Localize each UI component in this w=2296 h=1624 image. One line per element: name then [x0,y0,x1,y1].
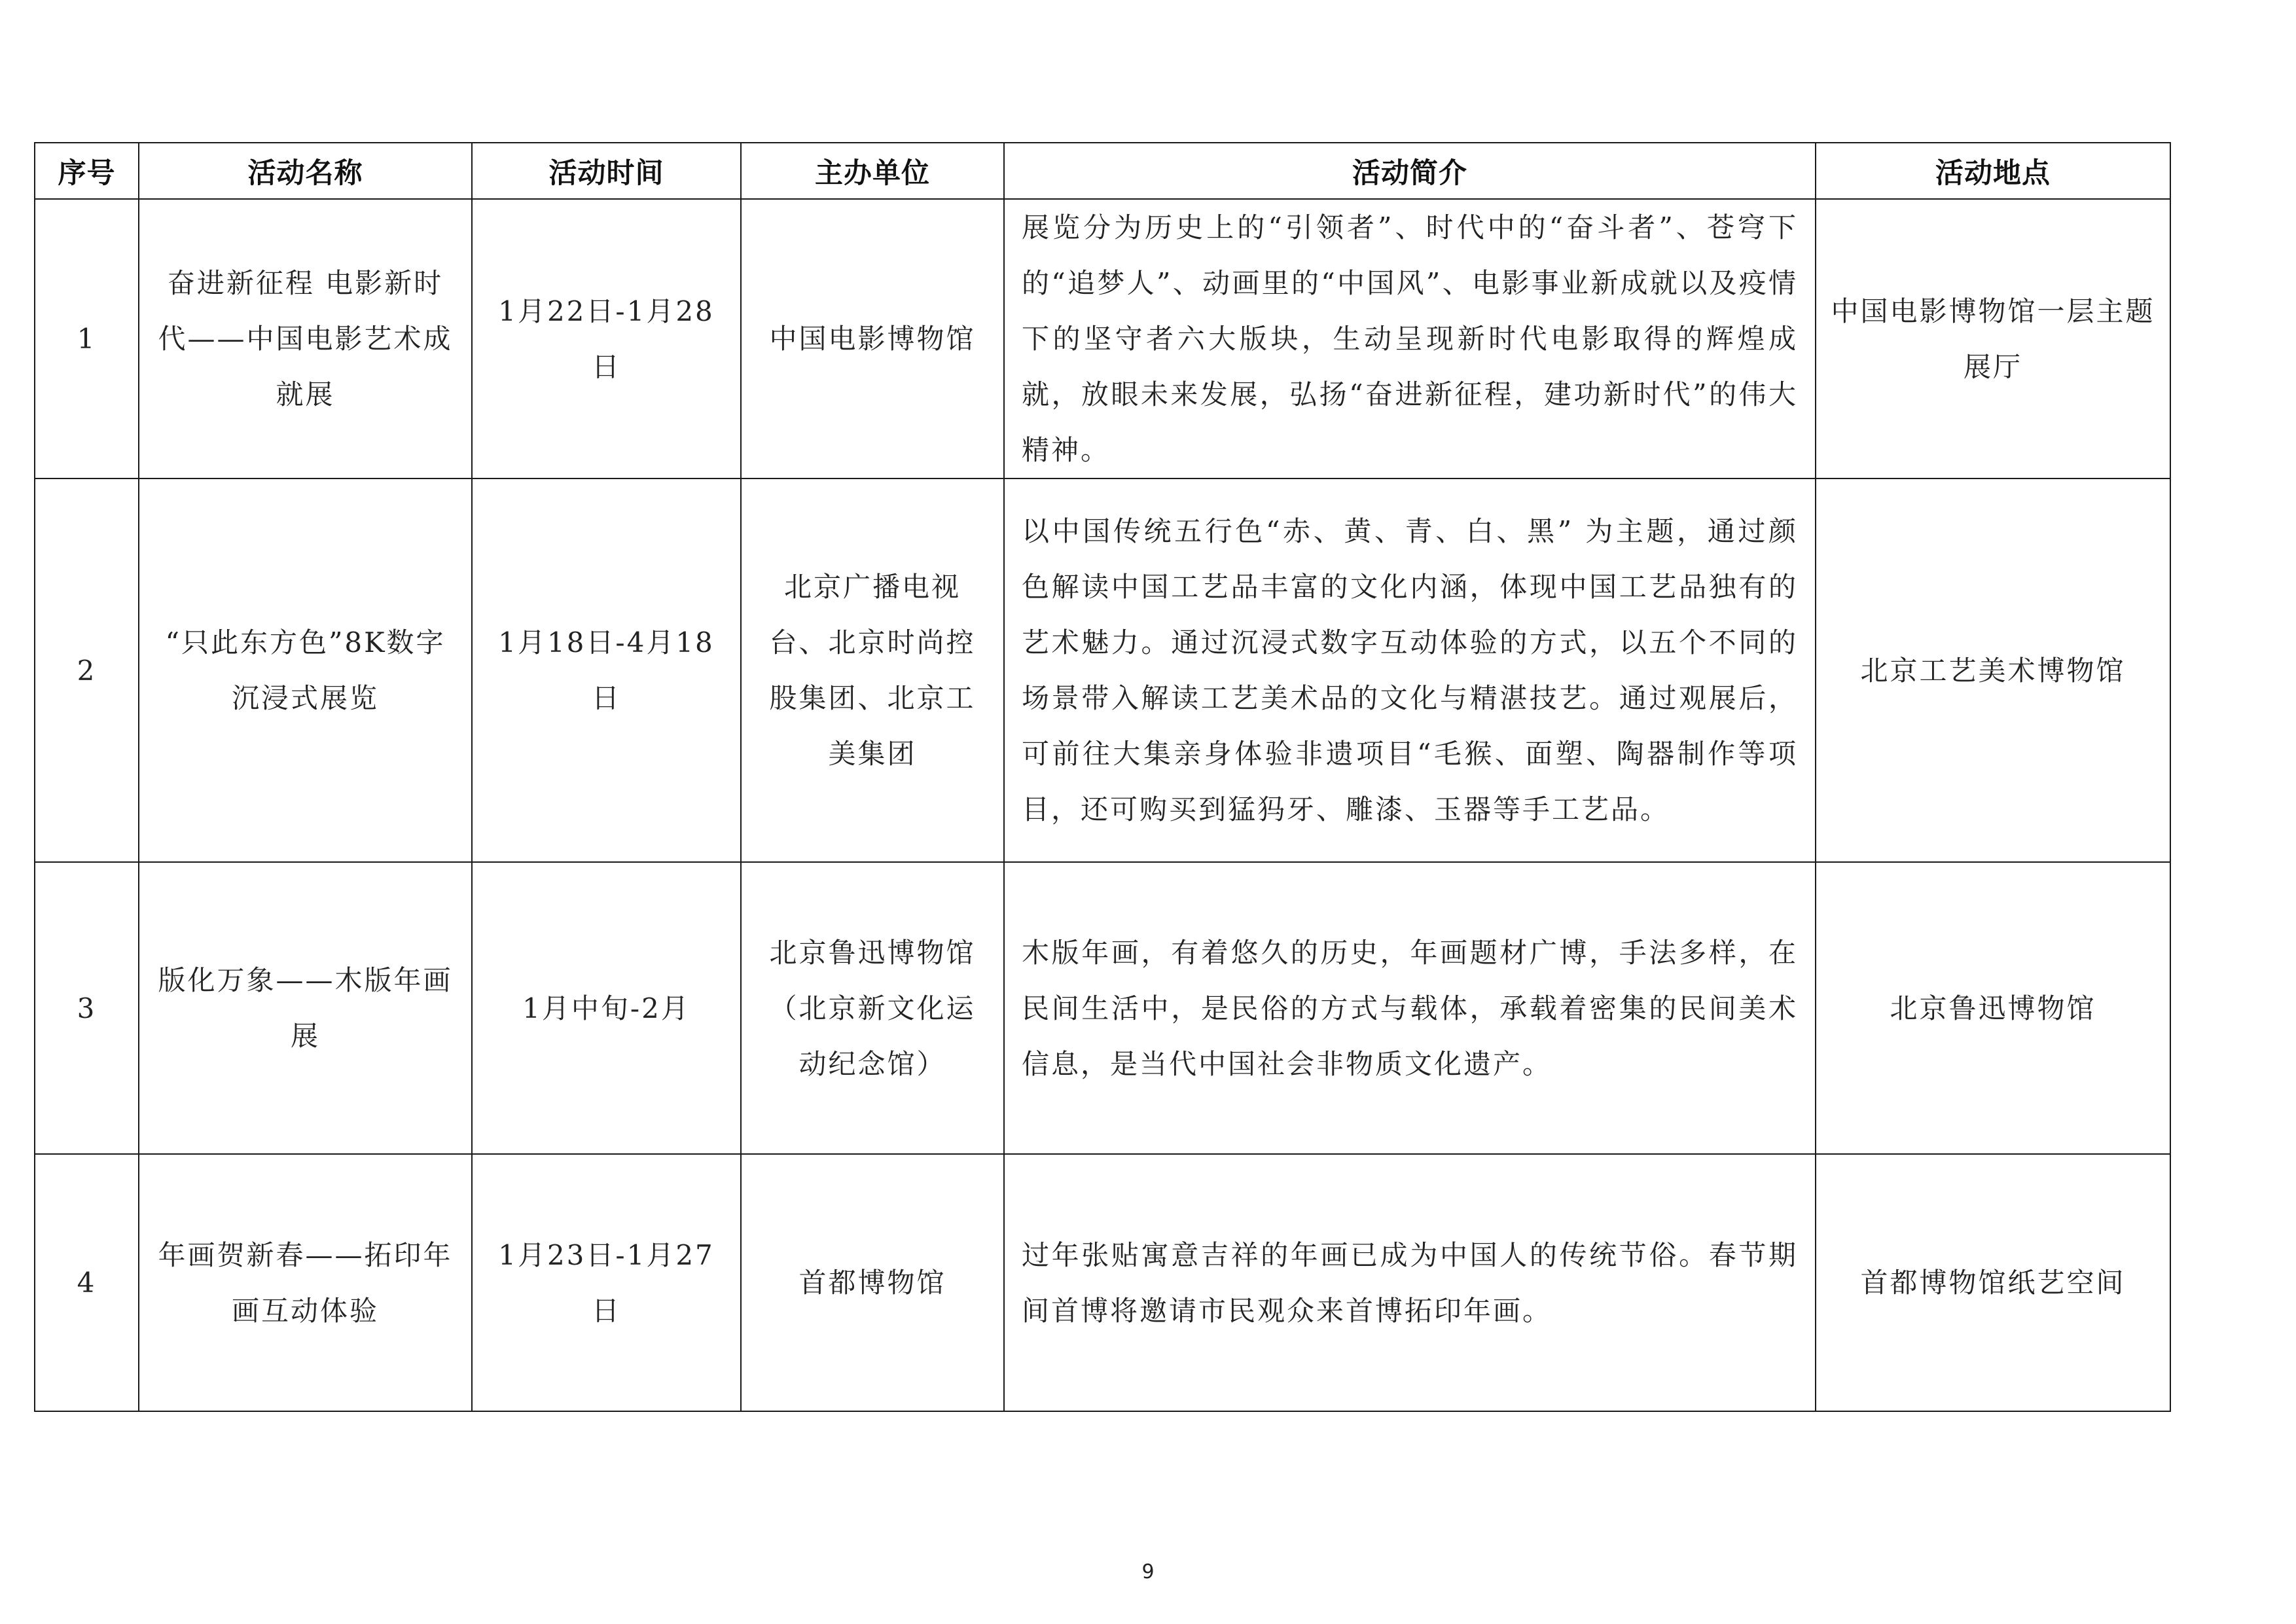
table-row [35,862,2170,1154]
header-row [35,143,2170,199]
table-header [35,143,2170,199]
header-org: 主办单位 [741,143,1004,199]
cell-num: 2 [35,478,139,862]
cell-time: 1月18日-4月18日 [472,478,741,862]
cell-name: 版化万象——木版年画展 [139,862,472,1154]
header-num: 序号 [35,143,139,199]
header-name: 活动名称 [139,143,472,199]
cell-desc: 以中国传统五行色“赤、黄、青、白、黑” 为主题，通过颜色解读中国工艺品丰富的文化内涵，体现中国工艺品独有的艺术魅力。通过沉浸式数字互动体验的方式，以五个不同的场景带入解读工艺美术品的文化与精湛技艺。通过观展后，可前往大集亲身体验非遗项目“毛猴、面塑、陶器制作等项目，还可购买到猛犸牙、雕漆、玉器等手工艺品。 [1004,478,1816,862]
cell-num: 3 [35,862,139,1154]
header-time: 活动时间 [472,143,741,199]
cell-org: 北京鲁迅博物馆（北京新文化运动纪念馆） [741,862,1004,1154]
table-row [35,1154,2170,1411]
header-desc: 活动简介 [1004,143,1816,199]
cell-org: 北京广播电视台、北京时尚控股集团、北京工美集团 [741,478,1004,862]
cell-time: 1月22日-1月28日 [472,199,741,478]
table-body [35,199,2170,1411]
table-row [35,478,2170,862]
cell-desc: 展览分为历史上的“引领者”、时代中的“奋斗者”、苍穹下的“追梦人”、动画里的“中国风”、电影事业新成就以及疫情下的坚守者六大版块，生动呈现新时代电影取得的辉煌成就，放眼未来发展，弘扬“奋进新征程，建功新时代”的伟大精神。 [1004,199,1816,478]
cell-name: 奋进新征程 电影新时代——中国电影艺术成就展 [139,199,472,478]
cell-name: 年画贺新春——拓印年画互动体验 [139,1154,472,1411]
cell-place: 北京工艺美术博物馆 [1816,478,2170,862]
table-row [35,199,2170,478]
events-table [34,142,2171,1412]
cell-place: 中国电影博物馆一层主题展厅 [1816,199,2170,478]
cell-num: 4 [35,1154,139,1411]
cell-time: 1月23日-1月27日 [472,1154,741,1411]
cell-org: 首都博物馆 [741,1154,1004,1411]
cell-time: 1月中旬-2月 [472,862,741,1154]
header-place: 活动地点 [1816,143,2170,199]
cell-desc: 过年张贴寓意吉祥的年画已成为中国人的传统节俗。春节期间首博将邀请市民观众来首博拓印年画。 [1004,1154,1816,1411]
cell-desc: 木版年画，有着悠久的历史，年画题材广博，手法多样，在民间生活中，是民俗的方式与载体，承载着密集的民间美术信息，是当代中国社会非物质文化遗产。 [1004,862,1816,1154]
cell-num: 1 [35,199,139,478]
cell-name: “只此东方色”8K数字沉浸式展览 [139,478,472,862]
cell-org: 中国电影博物馆 [741,199,1004,478]
cell-place: 首都博物馆纸艺空间 [1816,1154,2170,1411]
page-number: 9 [1141,1561,1155,1583]
cell-place: 北京鲁迅博物馆 [1816,862,2170,1154]
